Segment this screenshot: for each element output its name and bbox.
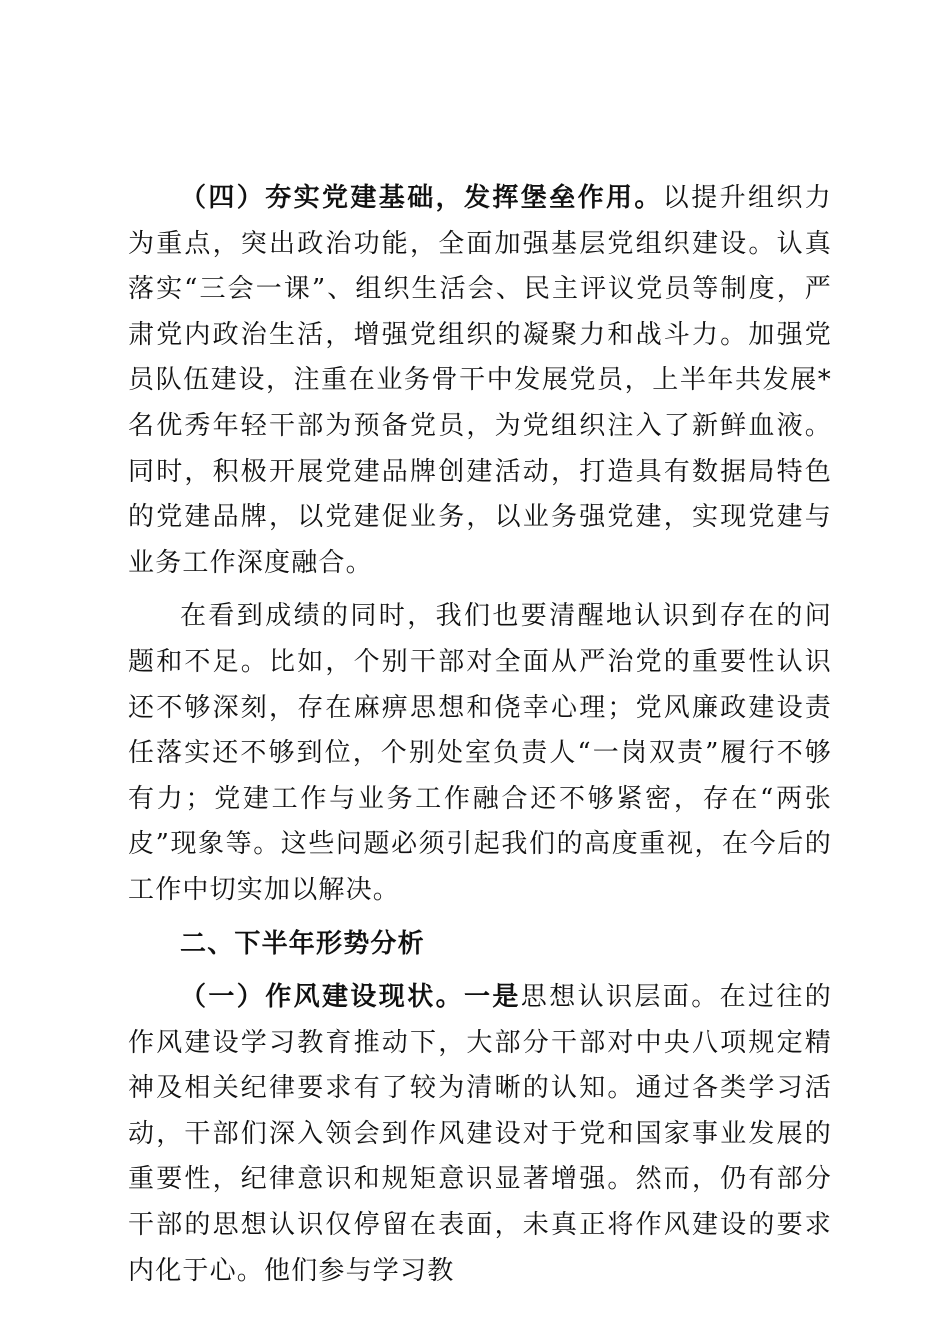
paragraph-lead-bold: （四）夯实党建基础，发挥堡垒作用。 <box>180 183 663 213</box>
paragraph-text: 思想认识层面。在过往的作风建设学习教育推动下，大部分干部对中央八项规定精神及相关纪律要求有了较为清晰的认知。通过各类学习活动，干部们深入领会到作风建设对于党和国家事业发展的重要性，纪律意识和规矩意识显著增强。然而，仍有部分干部的思想认识仅停留在表面，未真正将作风建设的要求内化于心。他们参与学习教 <box>128 982 832 1286</box>
paragraph-text: 在看到成绩的同时，我们也要清醒地认识到存在的问题和不足。比如，个别干部对全面从严治党的重要性认识还不够深刻，存在麻痹思想和侥幸心理；党风廉政建设责任落实还不够到位，个别处室负责人“一岗双责”履行不够有力；党建工作与业务工作融合还不够紧密，存在“两张皮”现象等。这些问题必须引起我们的高度重视，在今后的工作中切实加以解决。 <box>128 601 832 905</box>
paragraph-text: 以提升组织力为重点，突出政治功能，全面加强基层党组织建设。认真落实“三会一课”、组织生活会、民主评议党员等制度，严肃党内政治生活，增强党组织的凝聚力和战斗力。加强党员队伍建设，注重在业务骨干中发展党员，上半年共发展*名优秀年轻干部为预备党员，为党组织注入了新鲜血液。同时，积极开展党建品牌创建活动，打造具有数据局特色的党建品牌，以党建促业务，以业务强党建，实现党建与业务工作深度融合。 <box>128 183 832 578</box>
paragraph-work-style <box>128 975 832 1294</box>
section-heading: 二、下半年形势分析 <box>180 928 425 959</box>
paragraph-lead-bold: （一）作风建设现状。一是 <box>180 982 521 1013</box>
paragraph-problems <box>128 594 832 913</box>
document-body <box>128 176 832 1294</box>
paragraph-party-building <box>128 176 832 586</box>
